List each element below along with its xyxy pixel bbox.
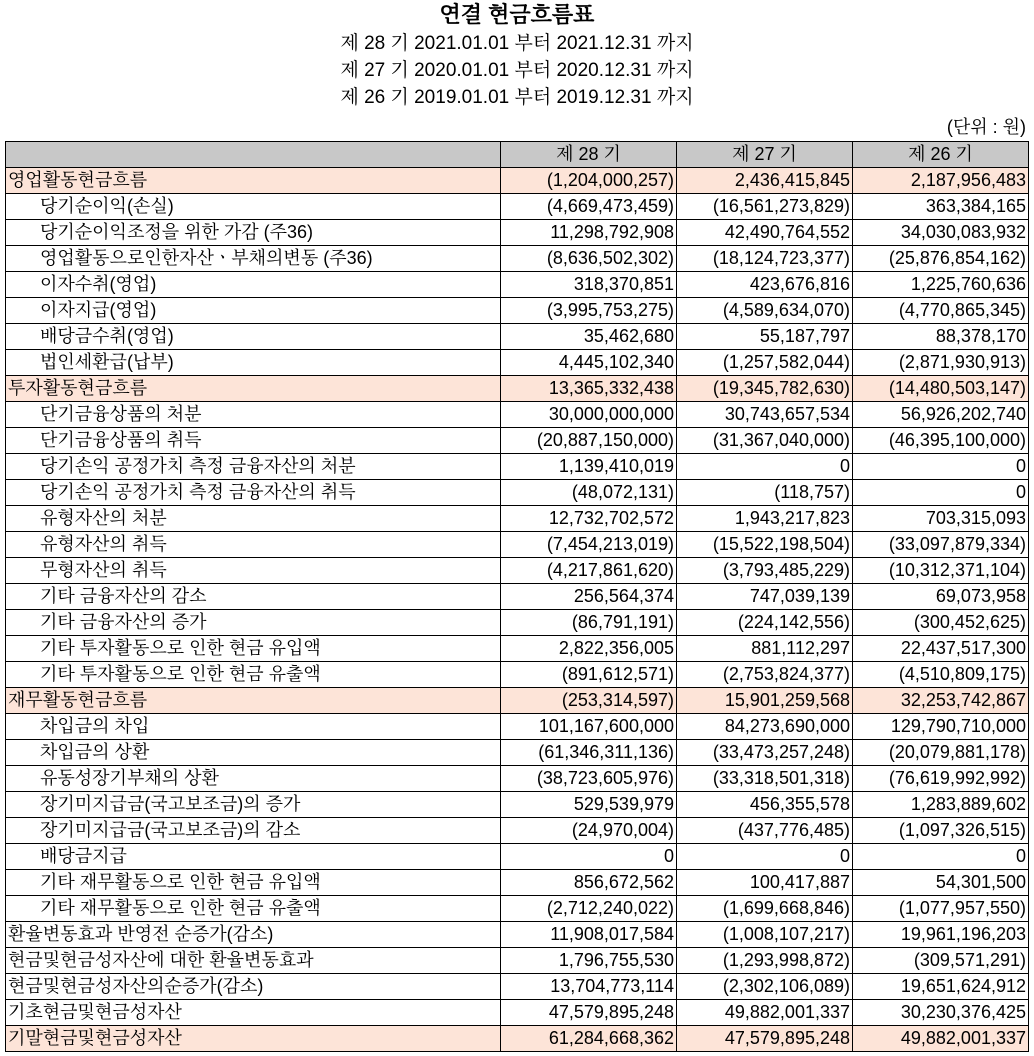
row-value-28: (61,346,311,136) bbox=[501, 740, 677, 766]
row-value-27: 30,743,657,534 bbox=[677, 402, 853, 428]
row-value-26: (20,079,881,178) bbox=[853, 740, 1029, 766]
row-value-27: (437,776,485) bbox=[677, 818, 853, 844]
row-value-28: 11,298,792,908 bbox=[501, 220, 677, 246]
row-value-28: 318,370,851 bbox=[501, 272, 677, 298]
row-value-26: 19,961,196,203 bbox=[853, 922, 1029, 948]
row-label: 단기금융상품의 처분 bbox=[6, 402, 501, 428]
row-value-26: (46,395,100,000) bbox=[853, 428, 1029, 454]
table-row bbox=[6, 792, 1029, 818]
table-row bbox=[6, 532, 1029, 558]
row-value-28: (8,636,502,302) bbox=[501, 246, 677, 272]
row-label: 당기손익 공정가치 측정 금융자산의 취득 bbox=[6, 480, 501, 506]
row-label: 유형자산의 취득 bbox=[6, 532, 501, 558]
row-value-27: (224,142,556) bbox=[677, 610, 853, 636]
row-label: 현금및현금성자산에 대한 환율변동효과 bbox=[6, 948, 501, 974]
row-value-27: 47,579,895,248 bbox=[677, 1026, 853, 1052]
table-row bbox=[6, 610, 1029, 636]
row-value-26: (4,510,809,175) bbox=[853, 662, 1029, 688]
row-value-27: (1,008,107,217) bbox=[677, 922, 853, 948]
row-value-28: 101,167,600,000 bbox=[501, 714, 677, 740]
row-value-27: (1,257,582,044) bbox=[677, 350, 853, 376]
row-value-26: (14,480,503,147) bbox=[853, 376, 1029, 402]
row-value-28: 0 bbox=[501, 844, 677, 870]
row-value-27: (33,473,257,248) bbox=[677, 740, 853, 766]
row-value-26: (1,077,957,550) bbox=[853, 896, 1029, 922]
row-value-28: 35,462,680 bbox=[501, 324, 677, 350]
row-label: 기타 금융자산의 감소 bbox=[6, 584, 501, 610]
statement-title: 연결 현금흐름표 bbox=[439, 2, 595, 27]
table-row bbox=[6, 428, 1029, 454]
table-row bbox=[6, 740, 1029, 766]
row-value-27: (118,757) bbox=[677, 480, 853, 506]
row-label: 배당금수취(영업) bbox=[6, 324, 501, 350]
table-row bbox=[6, 1000, 1029, 1026]
row-value-26: 0 bbox=[853, 454, 1029, 480]
row-value-28: (24,970,004) bbox=[501, 818, 677, 844]
row-value-26: 0 bbox=[853, 844, 1029, 870]
row-value-28: 30,000,000,000 bbox=[501, 402, 677, 428]
row-label: 유형자산의 처분 bbox=[6, 506, 501, 532]
row-value-27: (18,124,723,377) bbox=[677, 246, 853, 272]
table-row bbox=[6, 922, 1029, 948]
row-value-28: 856,672,562 bbox=[501, 870, 677, 896]
row-value-28: (253,314,597) bbox=[501, 688, 677, 714]
row-value-27: 42,490,764,552 bbox=[677, 220, 853, 246]
table-row bbox=[6, 896, 1029, 922]
row-value-27: (2,302,106,089) bbox=[677, 974, 853, 1000]
row-value-26: (76,619,992,992) bbox=[853, 766, 1029, 792]
table-header-row bbox=[6, 142, 1029, 168]
row-value-28: 13,365,332,438 bbox=[501, 376, 677, 402]
row-value-26: 19,651,624,912 bbox=[853, 974, 1029, 1000]
row-value-28: 61,284,668,362 bbox=[501, 1026, 677, 1052]
row-label: 기말현금및현금성자산 bbox=[6, 1026, 501, 1052]
table-row bbox=[6, 246, 1029, 272]
row-value-27: 49,882,001,337 bbox=[677, 1000, 853, 1026]
row-value-27: 0 bbox=[677, 844, 853, 870]
row-value-26: 363,384,165 bbox=[853, 194, 1029, 220]
row-label: 장기미지급금(국고보조금)의 감소 bbox=[6, 818, 501, 844]
row-value-28: (2,712,240,022) bbox=[501, 896, 677, 922]
row-label: 차입금의 상환 bbox=[6, 740, 501, 766]
row-value-28: 529,539,979 bbox=[501, 792, 677, 818]
row-value-28: (20,887,150,000) bbox=[501, 428, 677, 454]
table-row bbox=[6, 662, 1029, 688]
table-row bbox=[6, 818, 1029, 844]
row-value-26: 0 bbox=[853, 480, 1029, 506]
row-value-28: 12,732,702,572 bbox=[501, 506, 677, 532]
row-value-28: (1,204,000,257) bbox=[501, 168, 677, 194]
table-row-section bbox=[6, 1026, 1029, 1052]
row-label: 당기순이익(손실) bbox=[6, 194, 501, 220]
table-row bbox=[6, 714, 1029, 740]
row-value-27: 55,187,797 bbox=[677, 324, 853, 350]
row-value-28: (86,791,191) bbox=[501, 610, 677, 636]
row-label: 이자수취(영업) bbox=[6, 272, 501, 298]
row-label: 기타 재무활동으로 인한 현금 유입액 bbox=[6, 870, 501, 896]
row-value-26: (2,871,930,913) bbox=[853, 350, 1029, 376]
row-label: 기타 투자활동으로 인한 현금 유입액 bbox=[6, 636, 501, 662]
row-label: 이자지급(영업) bbox=[6, 298, 501, 324]
period-line-28: 제 28 기 2021.01.01 부터 2021.12.31 까지 bbox=[340, 33, 694, 54]
table-row bbox=[6, 974, 1029, 1000]
table-row bbox=[6, 870, 1029, 896]
row-label: 배당금지급 bbox=[6, 844, 501, 870]
row-value-28: (4,669,473,459) bbox=[501, 194, 677, 220]
row-value-27: (1,699,668,846) bbox=[677, 896, 853, 922]
unit-label: (단위 : 원) bbox=[946, 117, 1026, 137]
row-value-26: (300,452,625) bbox=[853, 610, 1029, 636]
row-value-27: 0 bbox=[677, 454, 853, 480]
row-value-27: (16,561,273,829) bbox=[677, 194, 853, 220]
table-row bbox=[6, 402, 1029, 428]
row-value-26: 1,283,889,602 bbox=[853, 792, 1029, 818]
row-value-26: (10,312,371,104) bbox=[853, 558, 1029, 584]
row-label: 유동성장기부채의 상환 bbox=[6, 766, 501, 792]
row-value-28: (3,995,753,275) bbox=[501, 298, 677, 324]
table-row bbox=[6, 766, 1029, 792]
row-value-26: 88,378,170 bbox=[853, 324, 1029, 350]
row-label: 기타 재무활동으로 인한 현금 유출액 bbox=[6, 896, 501, 922]
row-value-28: 11,908,017,584 bbox=[501, 922, 677, 948]
row-value-27: 100,417,887 bbox=[677, 870, 853, 896]
table-row-section bbox=[6, 376, 1029, 402]
row-value-27: (19,345,782,630) bbox=[677, 376, 853, 402]
row-value-27: (4,589,634,070) bbox=[677, 298, 853, 324]
table-row bbox=[6, 948, 1029, 974]
table-row-section bbox=[6, 688, 1029, 714]
row-value-28: 1,796,755,530 bbox=[501, 948, 677, 974]
row-value-26: 30,230,376,425 bbox=[853, 1000, 1029, 1026]
row-label: 무형자산의 취득 bbox=[6, 558, 501, 584]
row-value-27: (31,367,040,000) bbox=[677, 428, 853, 454]
table-row bbox=[6, 636, 1029, 662]
table-row-section bbox=[6, 168, 1029, 194]
table-row bbox=[6, 324, 1029, 350]
row-value-27: 1,943,217,823 bbox=[677, 506, 853, 532]
table-row bbox=[6, 350, 1029, 376]
table-body bbox=[6, 168, 1029, 1052]
row-value-27: (2,753,824,377) bbox=[677, 662, 853, 688]
row-value-27: 456,355,578 bbox=[677, 792, 853, 818]
row-value-26: 34,030,083,932 bbox=[853, 220, 1029, 246]
row-value-26: 129,790,710,000 bbox=[853, 714, 1029, 740]
row-value-28: (38,723,605,976) bbox=[501, 766, 677, 792]
row-label: 당기손익 공정가치 측정 금융자산의 처분 bbox=[6, 454, 501, 480]
row-value-28: 2,822,356,005 bbox=[501, 636, 677, 662]
row-value-26: 56,926,202,740 bbox=[853, 402, 1029, 428]
header-period-28: 제 28 기 bbox=[501, 142, 677, 168]
row-value-26: 703,315,093 bbox=[853, 506, 1029, 532]
row-value-27: 881,112,297 bbox=[677, 636, 853, 662]
row-value-28: (891,612,571) bbox=[501, 662, 677, 688]
table-row bbox=[6, 584, 1029, 610]
header-period-27: 제 27 기 bbox=[677, 142, 853, 168]
row-value-26: (309,571,291) bbox=[853, 948, 1029, 974]
row-label: 기타 금융자산의 증가 bbox=[6, 610, 501, 636]
table-row bbox=[6, 194, 1029, 220]
row-value-27: (15,522,198,504) bbox=[677, 532, 853, 558]
row-label: 기초현금및현금성자산 bbox=[6, 1000, 501, 1026]
period-line-26: 제 26 기 2019.01.01 부터 2019.12.31 까지 bbox=[340, 87, 694, 108]
row-value-28: 4,445,102,340 bbox=[501, 350, 677, 376]
row-value-26: (4,770,865,345) bbox=[853, 298, 1029, 324]
row-value-27: (3,793,485,229) bbox=[677, 558, 853, 584]
row-value-28: 1,139,410,019 bbox=[501, 454, 677, 480]
row-label: 재무활동현금흐름 bbox=[6, 688, 501, 714]
row-value-27: 423,676,816 bbox=[677, 272, 853, 298]
row-value-28: 256,564,374 bbox=[501, 584, 677, 610]
row-label: 환율변동효과 반영전 순증가(감소) bbox=[6, 922, 501, 948]
cash-flow-table bbox=[5, 141, 1029, 1052]
row-value-27: 2,436,415,845 bbox=[677, 168, 853, 194]
row-label: 당기순이익조정을 위한 가감 (주36) bbox=[6, 220, 501, 246]
row-value-28: (7,454,213,019) bbox=[501, 532, 677, 558]
row-label: 현금및현금성자산의순증가(감소) bbox=[6, 974, 501, 1000]
row-label: 단기금융상품의 취득 bbox=[6, 428, 501, 454]
table-row bbox=[6, 220, 1029, 246]
row-value-26: (33,097,879,334) bbox=[853, 532, 1029, 558]
row-value-26: 1,225,760,636 bbox=[853, 272, 1029, 298]
table-row bbox=[6, 298, 1029, 324]
row-value-26: 22,437,517,300 bbox=[853, 636, 1029, 662]
table-row bbox=[6, 480, 1029, 506]
row-label: 장기미지급금(국고보조금)의 증가 bbox=[6, 792, 501, 818]
row-label: 차입금의 차입 bbox=[6, 714, 501, 740]
row-label: 영업활동으로인한자산ㆍ부채의변동 (주36) bbox=[6, 246, 501, 272]
period-line-27: 제 27 기 2020.01.01 부터 2020.12.31 까지 bbox=[340, 60, 694, 81]
row-value-27: 84,273,690,000 bbox=[677, 714, 853, 740]
row-value-26: (1,097,326,515) bbox=[853, 818, 1029, 844]
table-row bbox=[6, 844, 1029, 870]
table-row bbox=[6, 454, 1029, 480]
row-value-28: 47,579,895,248 bbox=[501, 1000, 677, 1026]
row-value-27: (33,318,501,318) bbox=[677, 766, 853, 792]
row-value-26: 32,253,742,867 bbox=[853, 688, 1029, 714]
row-label: 투자활동현금흐름 bbox=[6, 376, 501, 402]
row-value-26: (25,876,854,162) bbox=[853, 246, 1029, 272]
row-value-27: 15,901,259,568 bbox=[677, 688, 853, 714]
table-row bbox=[6, 558, 1029, 584]
row-value-28: 13,704,773,114 bbox=[501, 974, 677, 1000]
header-label-column bbox=[6, 142, 501, 168]
table-row bbox=[6, 272, 1029, 298]
row-label: 법인세환급(납부) bbox=[6, 350, 501, 376]
row-value-27: 747,039,139 bbox=[677, 584, 853, 610]
row-value-28: (4,217,861,620) bbox=[501, 558, 677, 584]
table-row bbox=[6, 506, 1029, 532]
row-value-26: 69,073,958 bbox=[853, 584, 1029, 610]
row-value-28: (48,072,131) bbox=[501, 480, 677, 506]
row-label: 영업활동현금흐름 bbox=[6, 168, 501, 194]
row-value-26: 49,882,001,337 bbox=[853, 1026, 1029, 1052]
row-label: 기타 투자활동으로 인한 현금 유출액 bbox=[6, 662, 501, 688]
row-value-27: (1,293,998,872) bbox=[677, 948, 853, 974]
header-period-26: 제 26 기 bbox=[853, 142, 1029, 168]
row-value-26: 54,301,500 bbox=[853, 870, 1029, 896]
row-value-26: 2,187,956,483 bbox=[853, 168, 1029, 194]
